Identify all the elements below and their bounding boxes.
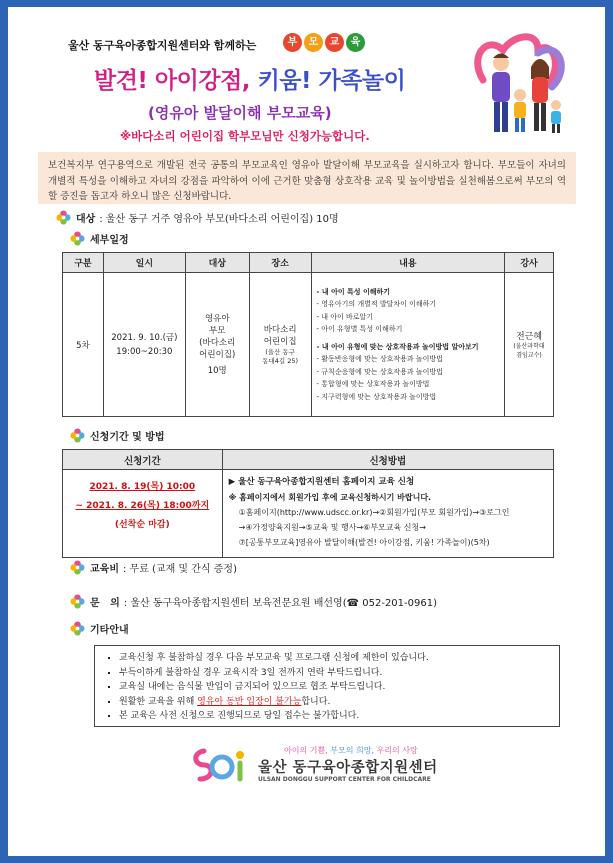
content-line: - 아이 유형별 특성 이해하기 [316,325,403,334]
datetime-cell [103,273,185,417]
content-line: - 통합형에 맞는 상호작용과 놀이방법 [316,380,430,389]
tagline-part: 우리의 사랑 [376,746,418,755]
content-cell [311,273,505,417]
logo-tagline [284,745,418,756]
method-line: ⑦[공통부모교육]영유아 발달이해(발견! 아이강점, 키움! 가족놀이)(5차) [238,538,490,547]
lecturer-name: 전근혜 [515,332,543,342]
period-cell [63,470,223,558]
family-illustration [468,25,568,145]
datetime-date: 2021. 9. 10.(금) [111,332,178,343]
apply-heading: 신청기간 및 방법 [90,432,165,443]
datetime-time: 19:00~20:30 [116,346,173,357]
center-logo-icon [190,745,252,785]
flower-bullet-icon [70,621,85,636]
apply-section-heading [70,428,165,443]
list-item [119,695,549,710]
target-line: 부모 [209,325,226,336]
badge-gyo: 교 [325,33,344,52]
schedule-section-heading [70,231,129,246]
badge-mo: 모 [304,33,323,52]
content-line: - 내 아이 유형에 맞는 상호작용과 놀이방법 알아보기 [316,342,479,351]
contact-section [70,594,437,609]
apply-table [62,449,554,558]
place-line: 어린이집 [263,336,297,347]
item-highlight: 영유아 동반 입장이 불가능 [197,696,302,707]
logo-name: 울산 동구육아종합지원센터 [258,760,438,776]
target-line: 10명 [207,365,227,376]
etc-section-heading [70,621,129,636]
parent-education-badges [283,33,365,52]
contact-value: : 울산 동구육아종합지원센터 보육전문요원 배선영(☎ 052-201-0961) [123,598,437,609]
table-row [63,273,554,417]
method-line: ①홈페이지(http://www.udscc.or.kr)→②회원가입(부모 회원가입)→③로그인 [238,508,510,517]
apply-header-row [63,450,554,470]
badge-yuk: 육 [346,33,365,52]
page-title [94,62,405,95]
method-line: ▶ 울산 동구육아종합지원센터 홈페이지 교육 신청 [228,477,415,487]
target-line: 영유아 [204,313,230,324]
eligibility-notice: ※바다소리 어린이집 학부모님만 신청가능합니다. [120,129,370,143]
list-item: ▪ 부득이하게 불참하실 경우 교육시작 3일 전까지 연락 부탁드립니다. [119,666,549,681]
tagline-part: 아이의 기쁨, [284,746,331,755]
col-header-method: 신청방법 [222,450,553,470]
place-cell [249,273,311,417]
header-organizer-line: 울산 동구육아종합지원센터와 함께하는 [68,39,257,52]
etc-notice-box [94,645,560,727]
session-cell: 5차 [63,273,104,417]
list-item: ▪ 본 교육은 사전 신청으로 진행되므로 당일 접수는 불가합니다. [119,709,549,724]
content-line: - 영유아기의 개별적 발달차이 이해하기 [316,300,437,309]
lecturer-affiliation: (울산과학대 [513,343,545,350]
item-text: 합니다. [301,696,331,707]
flower-bullet-icon [70,560,85,575]
program-introduction: 보건복지부 연구용역으로 개발된 전국 공통의 부모교육인 영유아 발달이해 부모교육을 실시하고자 합니다. 부모들이 자녀의 개별적 특성을 이해하고 자녀의 강점을 파악하여 이에 근거한 맞춤형 상호작용 교육 및 놀이방법을 실천해봄으로써 부모의 역할 증진을 돕고자 하오니 많은 신청바랍니다. [38,152,576,204]
method-cell [222,470,553,558]
title-part-2: 키움! 가족놀이 [257,68,406,94]
flower-bullet-icon [56,210,71,225]
lecturer-cell [505,273,554,417]
period-start: 2021. 8. 19(목) 10:00 [89,482,196,492]
period-note: (선착순 마감) [114,520,170,530]
flower-bullet-icon [70,231,85,246]
content-line: - 내 아이 바로알기 [316,312,374,321]
target-value: : 울산 동구 거주 영유아 부모(바다소리 어린이집) 10명 [99,214,339,225]
fee-value: : 무료 (교재 및 간식 증정) [122,564,237,575]
target-line: (바다소리 [199,337,236,348]
period-end: ~ 2021. 8. 26(목) 18:00까지 [75,501,210,511]
badge-bu: 부 [283,33,302,52]
method-line: →④가정양육지원→⑤교육 및 행사→⑥부모교육 신청→ [238,523,426,532]
fee-label: 교육비 [90,564,119,575]
list-item: ▪ 교육신청 후 불참하실 경우 다음 부모교육 및 프로그램 신청에 제한이 있습니다. [119,651,549,666]
logo-english-name: ULSAN DONGGU SUPPORT CENTER FOR CHILDCARE [258,776,431,783]
target-label: 대상 [76,214,96,225]
content-line: - 내 아이 특성 이해하기 [316,287,391,296]
tagline-part: 부모의 희망, [330,746,377,755]
etc-list [105,651,549,724]
schedule-table [62,252,554,417]
schedule-heading: 세부일정 [90,235,129,246]
flyer-page [8,7,605,856]
schedule-header-row [63,253,554,273]
title-part-1: 발견! 아이강점, [94,68,251,94]
fee-section [70,560,237,575]
place-line: 동대4길 25) [262,356,299,365]
place-line: (울산 동구 [265,347,295,356]
content-line: - 규칙순응형에 맞는 상호작용과 놀이방법 [316,367,443,376]
col-header-datetime: 일시 [103,253,185,273]
item-text: 원활한 교육을 위해 [119,696,198,707]
target-line: 어린이집) [199,349,236,360]
target-section [56,210,339,225]
content-line: - 활동반응형에 맞는 상호작용과 놀이방법 [316,355,443,364]
contact-label: 문 의 [90,598,120,609]
etc-heading: 기타안내 [90,625,129,636]
place-line: 바다소리 [263,324,297,335]
list-item: ▪ 교육실 내에는 음식물 반입이 금지되어 있으므로 협조 부탁드립니다. [119,680,549,695]
flower-bullet-icon [70,428,85,443]
table-row [63,470,554,558]
center-logo [190,745,490,785]
col-header-lecturer: 강사 [505,253,554,273]
col-header-target: 대상 [185,253,249,273]
col-header-session: 구분 [63,253,104,273]
target-cell [185,273,249,417]
col-header-content: 내용 [311,253,505,273]
lecturer-affiliation: 겸임교수) [516,352,542,359]
flower-bullet-icon [70,594,85,609]
col-header-period: 신청기간 [63,450,223,470]
content-line: - 지구력형에 맞는 상호작용과 놀이방법 [316,392,437,401]
col-header-place: 장소 [249,253,311,273]
method-line: ※ 홈페이지에서 회원가입 후에 교육신청하시기 바랍니다. [228,493,432,502]
page-subtitle: (영유아 발달이해 부모교육) [148,104,332,122]
